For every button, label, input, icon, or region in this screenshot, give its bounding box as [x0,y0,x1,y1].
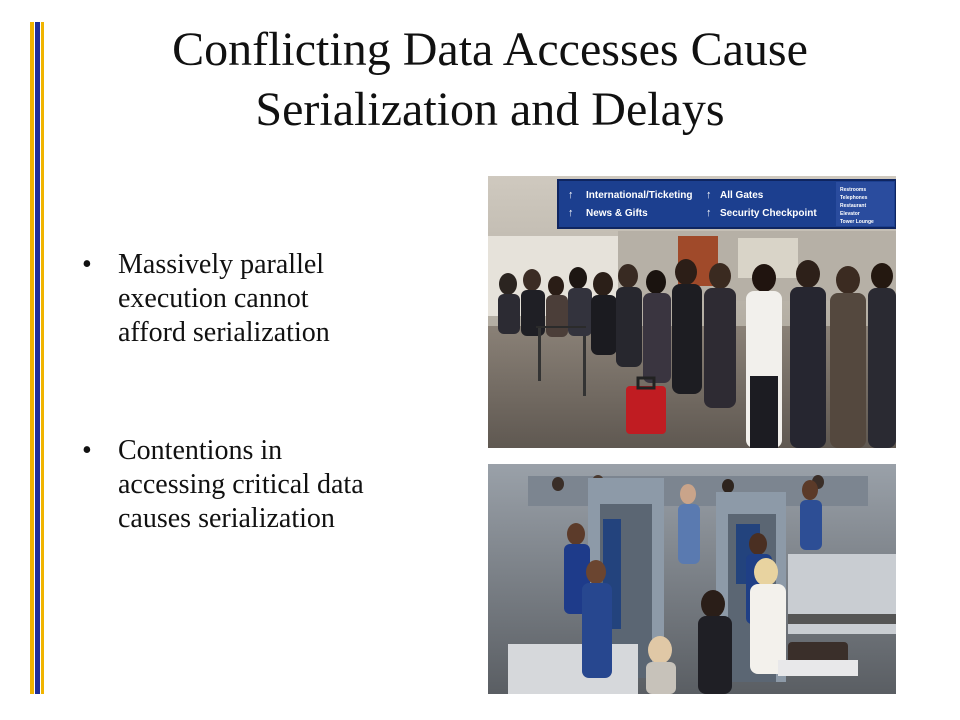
slide-title-line-2: Serialization and Delays [255,83,725,136]
overhead-sign [558,180,896,228]
bullet-text-line: accessing critical data [118,469,364,500]
left-accent-bar-gold [30,22,34,694]
sign-side-item: Elevator [840,211,860,217]
bullet-item [82,434,462,536]
sign-security-checkpoint: Security Checkpoint [720,208,817,219]
svg-text:↑: ↑ [568,207,574,219]
bullet-text-line: causes serialization [118,503,335,534]
svg-text:↑: ↑ [706,207,712,219]
sign-international-ticketing: International/Ticketing [586,190,693,201]
bullet-item [82,248,462,350]
left-accent-bar-gold-inner [41,22,44,694]
sign-side-item: Tower Lounge [840,219,874,225]
bullet-text-line: execution cannot [118,283,309,314]
bullet-text-line: Contentions in [118,435,283,466]
sign-all-gates: All Gates [720,190,764,201]
slide-title-line-1: Conflicting Data Accesses Cause [172,23,808,76]
security-checkpoint-photo [488,464,896,694]
sign-side-item: Telephones [840,195,868,201]
bullet-text-line: afford serialization [118,317,330,348]
bullet-icon: • [82,249,92,280]
svg-text:↑: ↑ [706,189,712,201]
airport-line-photo [488,176,896,448]
sign-side-item: Restrooms [840,187,867,193]
svg-text:↑: ↑ [568,189,574,201]
sign-side-item: Restaurant [840,203,867,209]
bullet-list [82,248,462,620]
left-accent-bar-navy [35,22,40,694]
slide-title [60,20,920,140]
bullet-text-line: Massively parallel [118,249,325,280]
bullet-icon: • [82,435,92,466]
sign-news-gifts: News & Gifts [586,208,648,219]
